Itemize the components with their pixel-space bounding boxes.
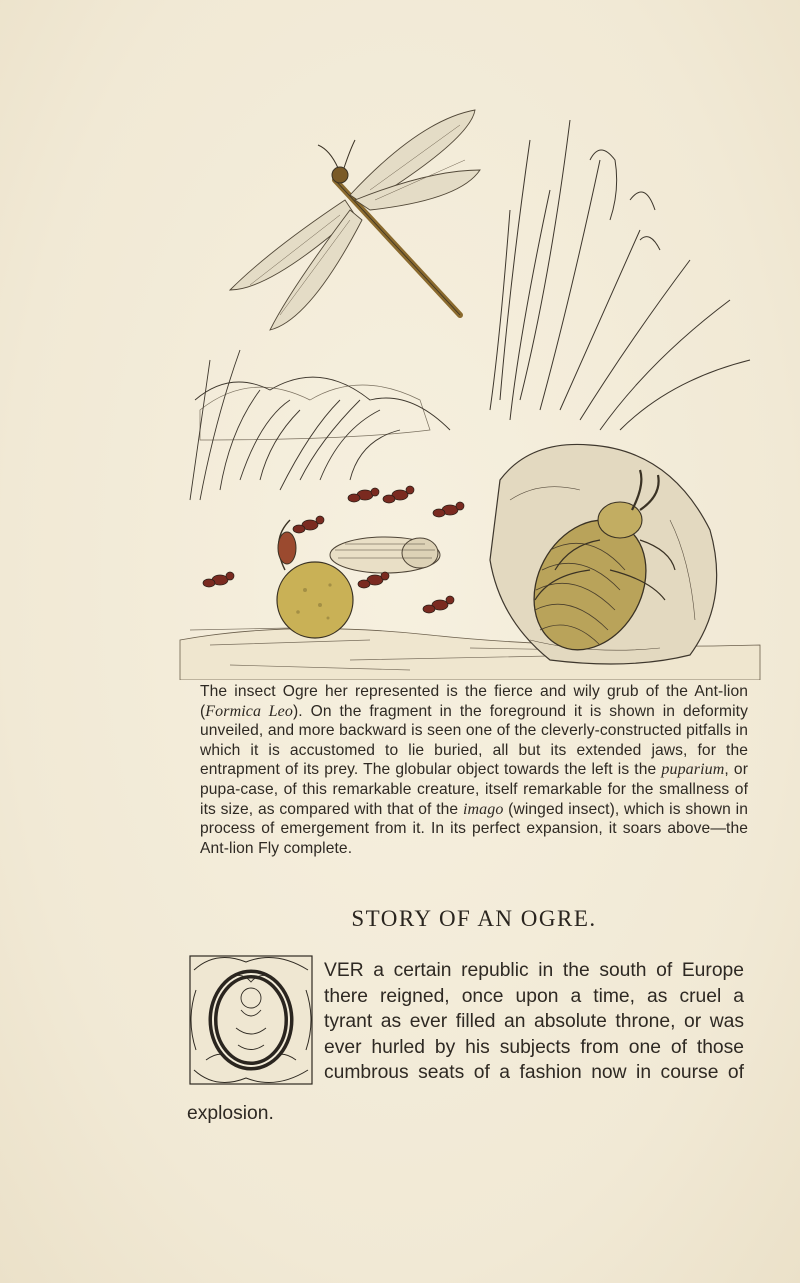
caption-rest: ). On the fragment in the foreground it is shown in deformity unveiled, and more backward is seen one of the cleverly-constructed pitfalls in which it is accustomed to lie buried, all but its extended jaws, for the entrapment of its prey. The globular object towards the left is the xyxy=(200,702,749,779)
species-name: Formica Leo xyxy=(205,702,293,720)
decorated-initial xyxy=(186,950,316,1090)
story-line-4: ever hurled by his subjects from one of those xyxy=(324,1036,744,1058)
antlion-illustration xyxy=(170,100,770,680)
caption-paragraph xyxy=(200,682,748,858)
story-title: STORY OF AN OGRE. xyxy=(351,906,597,931)
story-line-3: tyrant as ever filled an absolute throne, or was xyxy=(324,1011,744,1033)
caption-mid: , or pupa-case, of this remarkable creature, itself remarkable for the smallness of its size, as compared with that of the xyxy=(200,761,748,818)
story-line-5: cumbrous seats of a fashion now in course of xyxy=(324,1062,744,1084)
caption-intro: The insect Ogre her represented is the fierce and wily grub of the Ant-lion ( xyxy=(200,683,748,720)
term-imago: imago xyxy=(462,800,504,818)
illustration-svg xyxy=(170,100,770,680)
story-line-6: explosion. xyxy=(187,1103,274,1124)
antlion-fly xyxy=(230,110,480,330)
caption-end: (winged insect), which is shown in process of emergement from it. In its perfect expansion, it soars above—the Ant-lion Fly complete. xyxy=(200,800,748,857)
illustration-caption xyxy=(200,682,748,858)
term-puparium: puparium xyxy=(661,761,725,779)
story-line-1: VER a certain republic in the south of Europe xyxy=(324,960,744,981)
story-opening xyxy=(324,958,744,1086)
story-line-2: there reigned, once upon a time, as cruel a xyxy=(324,985,744,1007)
drop-cap-o-icon xyxy=(186,950,316,1090)
